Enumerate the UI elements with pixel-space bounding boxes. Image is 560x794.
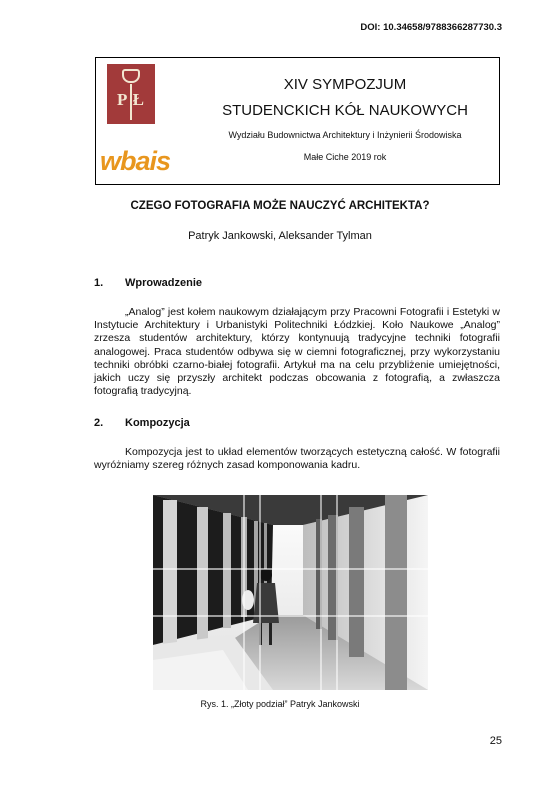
conference-location: Małe Ciche 2019 rok: [303, 152, 387, 162]
section-heading-2: [94, 417, 190, 429]
section-title: Kompozycja: [125, 417, 190, 429]
university-logo-text: P Ł: [116, 90, 146, 109]
page-number: 25: [489, 735, 502, 747]
section-heading-1: [94, 277, 202, 289]
section-number: 2.: [94, 417, 104, 429]
doi-label: DOI: 10.34658/9788366287730.3: [360, 22, 502, 33]
colonnade-photo: [153, 495, 428, 690]
figure-photo: [153, 495, 428, 690]
paper-authors: Patryk Jankowski, Aleksander Tylman: [188, 230, 372, 242]
conference-subtitle: Wydziału Budownictwa Architektury i Inżynierii Środowiska: [228, 130, 462, 140]
conference-header: [95, 57, 500, 185]
conference-title-line1: XIV SYMPOZJUM: [283, 76, 407, 93]
conference-title-line2: STUDENCKICH KÓŁ NAUKOWYCH: [222, 102, 468, 119]
section-title: Wprowadzenie: [125, 277, 203, 289]
section-body-2: [94, 446, 500, 472]
university-logo: [107, 64, 155, 124]
section-number: 1.: [94, 277, 104, 289]
section-body-1: [94, 306, 500, 398]
figure-caption: Rys. 1. „Złoty podział” Patryk Jankowski: [200, 699, 360, 709]
paragraph: Kompozycja jest to układ elementów tworzących estetyczną całość. W fotografii wyróżniamy szereg różnych zasad komponowania kadru.: [94, 446, 500, 472]
paragraph: „Analog” jest kołem naukowym działającym przy Pracowni Fotografii i Estetyki w Instytucie Architektury i Urbanistyki Politechniki Łódzkiej. Koło Naukowe „Analog” zrzesza studentów architektury, którzy kontynuują tradycyjne techniki fotografii analogowej. Praca studentów odbywa się w ciemni fotograficznej, przy wykorzystaniu techniki obróbki czarno-białej fotografii. Artykuł ma na celu przybliżenie umiejętności, jakich uczy się przyszły architekt podczas obcowania z fotografią, a zwłaszcza fotografią tradycyjną.: [94, 306, 500, 398]
faculty-logo: wbais: [100, 146, 171, 176]
paper-title: CZEGO FOTOGRAFIA MOŻE NAUCZYĆ ARCHITEKTA?: [130, 200, 430, 212]
